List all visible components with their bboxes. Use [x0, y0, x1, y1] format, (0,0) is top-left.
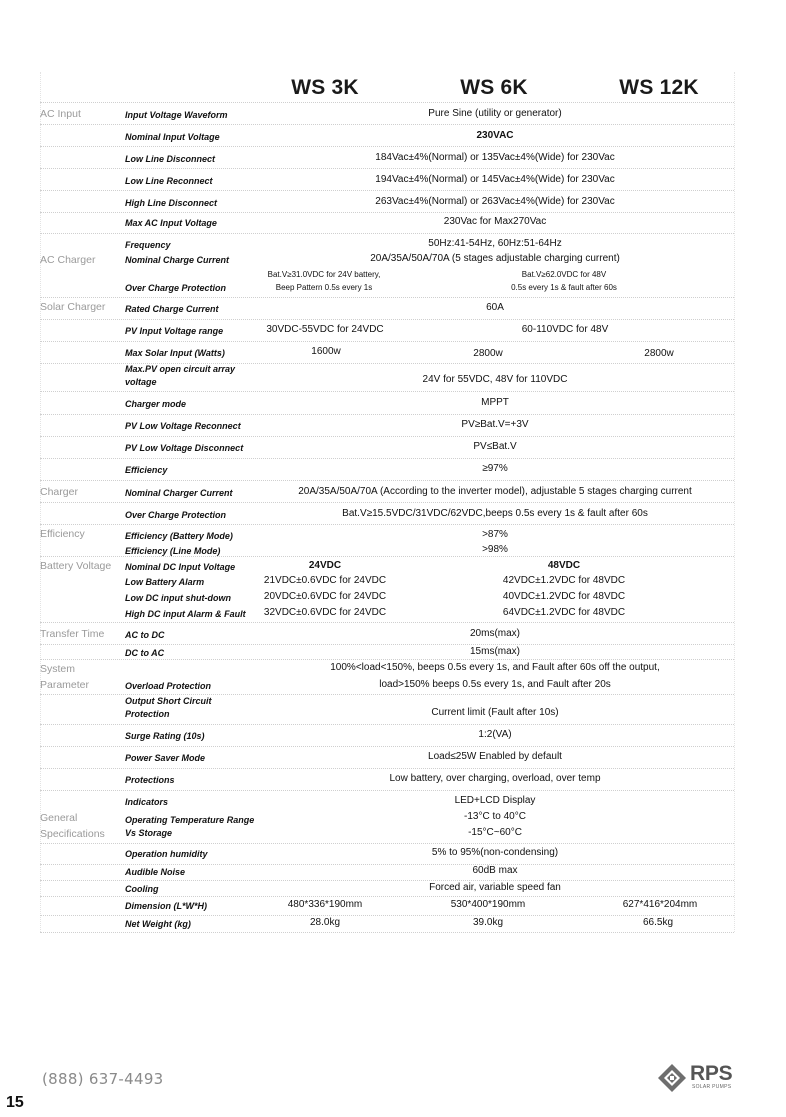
row-divider: [40, 659, 734, 660]
row-label: Dimension (L*W*H): [125, 901, 207, 911]
category-system: System: [40, 663, 76, 675]
spec-value: 230Vac for Max270Vac: [443, 216, 547, 227]
row-divider: [40, 864, 734, 865]
row-label: Output Short Circuit: [125, 696, 212, 706]
spec-value: 32VDC±0.6VDC for 24VDC: [263, 607, 387, 618]
spec-value: 15ms(max): [469, 646, 521, 657]
page-number: 15: [6, 1094, 24, 1111]
row-label: Max.PV open circuit array: [125, 364, 236, 374]
row-label: Operation humidity: [125, 849, 208, 859]
row-divider: [40, 190, 734, 191]
category-transfer-time: Transfer Time: [40, 628, 105, 640]
row-label: Rated Charge Current: [125, 304, 219, 314]
row-label: Low Line Disconnect: [125, 154, 216, 164]
model-header-ws3k: WS 3K: [291, 76, 359, 99]
row-divider: [40, 843, 734, 844]
row-divider: [40, 414, 734, 415]
spec-value: 50Hz:41-54Hz, 60Hz:51-64Hz: [428, 238, 562, 249]
row-divider: [40, 502, 734, 503]
spec-value: 20ms(max): [469, 628, 521, 639]
row-label: DC to AC: [125, 648, 165, 658]
row-divider: [40, 694, 734, 695]
row-divider: [40, 746, 734, 747]
row-label: Nominal Charger Current: [125, 488, 233, 498]
spec-value: 184Vac±4%(Normal) or 135Vac±4%(Wide) for 230Vac: [375, 152, 615, 163]
spec-value: 1600w: [311, 346, 341, 357]
spec-value: 2800w: [473, 348, 503, 359]
row-label: Input Voltage Waveform: [125, 110, 228, 120]
spec-value: Forced air, variable speed fan: [429, 882, 561, 893]
row-divider: [40, 932, 734, 933]
row-label: Vs Storage: [125, 828, 173, 838]
row-divider: [40, 896, 734, 897]
spec-value: 20A/35A/50A/70A (5 stages adjustable charging current): [370, 253, 620, 264]
row-divider: [40, 524, 734, 525]
spec-value: >87%: [482, 529, 508, 540]
row-label: Over Charge Protection: [125, 510, 227, 520]
spec-value: -15°C~60°C: [468, 827, 522, 838]
category-efficiency: Efficiency: [40, 528, 85, 540]
spec-value: LED+LCD Display: [454, 795, 536, 806]
row-divider: [40, 319, 734, 320]
spec-value: 24VDC: [308, 560, 342, 571]
row-label: Power Saver Mode: [125, 753, 206, 763]
spec-value: 5% to 95%(non-condensing): [431, 847, 559, 858]
logo-tagline: SOLAR PUMPS: [692, 1084, 732, 1090]
row-label: AC to DC: [125, 630, 165, 640]
row-label: voltage: [125, 377, 157, 387]
logo-wordmark: RPS: [690, 1062, 733, 1085]
row-divider: [40, 480, 734, 481]
row-label: High DC input Alarm & Fault: [125, 609, 246, 619]
model-header-ws6k: WS 6K: [460, 76, 528, 99]
row-label: Low Line Reconnect: [125, 176, 213, 186]
category-specifications: Specifications: [40, 828, 105, 840]
row-divider: [40, 644, 734, 645]
spec-value: >98%: [482, 544, 508, 555]
row-label: PV Low Voltage Reconnect: [125, 421, 241, 431]
row-label: Frequency: [125, 240, 171, 250]
spec-value: PV≥Bat.V=+3V: [461, 419, 529, 430]
spec-value: 20VDC±0.6VDC for 24VDC: [263, 591, 387, 602]
spec-value: MPPT: [481, 397, 509, 408]
row-divider: [40, 622, 734, 623]
spec-value: ≥97%: [482, 463, 508, 474]
row-divider: [40, 768, 734, 769]
row-label: Cooling: [125, 884, 159, 894]
row-divider: [40, 458, 734, 459]
row-label: Nominal Charge Current: [125, 255, 230, 265]
spec-value: Bat.V≥31.0VDC for 24V battery,: [267, 270, 381, 279]
row-divider: [40, 168, 734, 169]
row-divider: [40, 880, 734, 881]
spec-value: load>150% beeps 0.5s every 1s, and Fault after 20s: [379, 679, 611, 690]
row-label: Charger mode: [125, 399, 187, 409]
row-divider: [40, 790, 734, 791]
spec-value: 2800w: [644, 348, 674, 359]
spec-value: 1:2(VA): [478, 729, 512, 740]
row-label: Efficiency: [125, 465, 168, 475]
spec-value: 24V for 55VDC, 48V for 110VDC: [422, 374, 568, 385]
row-label: Nominal DC Input Voltage: [125, 562, 236, 572]
spec-value: Bat.V≥15.5VDC/31VDC/62VDC,beeps 0.5s every 1s & fault after 60s: [342, 508, 648, 519]
spec-value: Load≤25W Enabled by default: [428, 751, 562, 762]
spec-value: 66.5kg: [642, 917, 674, 928]
row-divider: [40, 341, 734, 342]
row-label: Net Weight (kg): [125, 919, 191, 929]
row-label: Efficiency (Line Mode): [125, 546, 221, 556]
spec-value: Current limit (Fault after 10s): [431, 707, 559, 718]
phone-number: (888) 637-4493: [42, 1070, 164, 1088]
row-label: PV Low Voltage Disconnect: [125, 443, 244, 453]
category-battery-voltage: Battery Voltage: [40, 560, 112, 572]
category-solar-charger: Solar Charger: [40, 301, 106, 313]
spec-value: 230VAC: [476, 130, 514, 141]
row-label: Efficiency (Battery Mode): [125, 531, 233, 541]
row-divider: [40, 102, 734, 103]
row-label: Surge Rating (10s): [125, 731, 205, 741]
row-divider: [40, 391, 734, 392]
row-label: Operating Temperature Range: [125, 815, 255, 825]
row-label: Protections: [125, 775, 175, 785]
rps-logo-icon: [656, 1062, 688, 1094]
spec-value: 42VDC±1.2VDC for 48VDC: [502, 575, 626, 586]
spec-value: 60A: [486, 302, 504, 313]
row-label: Over Charge Protection: [125, 283, 227, 293]
row-label: High Line Disconnect: [125, 198, 218, 208]
category-ac-input: AC Input: [40, 108, 81, 120]
row-label: Low DC input shut-down: [125, 593, 231, 603]
row-label: Overload Protection: [125, 681, 212, 691]
table-border-right: [734, 72, 735, 932]
spec-value: 263Vac±4%(Normal) or 263Vac±4%(Wide) for 230Vac: [375, 196, 615, 207]
row-label: Low Battery Alarm: [125, 577, 205, 587]
spec-value: 39.0kg: [472, 917, 504, 928]
row-label: Indicators: [125, 797, 169, 807]
spec-value: 100%<load<150%, beeps 0.5s every 1s, and Fault after 60s off the output,: [330, 662, 660, 673]
row-divider: [40, 212, 734, 213]
row-divider: [40, 724, 734, 725]
spec-value: 48VDC: [547, 560, 581, 571]
row-label: PV Input Voltage range: [125, 326, 224, 336]
spec-value: 30VDC-55VDC for 24VDC: [266, 324, 384, 335]
row-divider: [40, 297, 734, 298]
row-divider: [40, 915, 734, 916]
spec-value: PV≤Bat.V: [473, 441, 517, 452]
spec-value: 64VDC±1.2VDC for 48VDC: [502, 607, 626, 618]
spec-value: 194Vac±4%(Normal) or 145Vac±4%(Wide) for 230Vac: [375, 174, 615, 185]
row-label: Nominal Input Voltage: [125, 132, 220, 142]
spec-value: 530*400*190mm: [450, 899, 526, 910]
row-divider: [40, 146, 734, 147]
row-divider: [40, 233, 734, 234]
spec-value: -13°C to 40°C: [464, 811, 526, 822]
row-divider: [40, 436, 734, 437]
spec-value: Bat.V≥62.0VDC for 48V: [521, 270, 607, 279]
category-ac-charger: AC Charger: [40, 254, 96, 266]
spec-value: 627*416*204mm: [622, 899, 698, 910]
category-charger: Charger: [40, 486, 78, 498]
row-label: Audible Noise: [125, 867, 186, 877]
spec-value: 60-110VDC for 48V: [521, 324, 609, 335]
spec-value: 0.5s every 1s & fault after 60s: [511, 283, 617, 292]
category-parameter: Parameter: [40, 679, 90, 691]
spec-value: 28.0kg: [309, 917, 341, 928]
row-label: Protection: [125, 709, 170, 719]
spec-value: 20A/35A/50A/70A (According to the inverter model), adjustable 5 stages charging current: [298, 486, 692, 497]
spec-value: 480*336*190mm: [287, 899, 363, 910]
row-label: Max Solar Input (Watts): [125, 348, 225, 358]
spec-value: Low battery, over charging, overload, over temp: [389, 773, 601, 784]
spec-value: Pure Sine (utility or generator): [428, 108, 562, 119]
spec-value: Beep Pattern 0.5s every 1s: [275, 283, 373, 292]
spec-value: 21VDC±0.6VDC for 24VDC: [263, 575, 387, 586]
category-general: General: [40, 812, 78, 824]
row-divider: [40, 124, 734, 125]
spec-value: 40VDC±1.2VDC for 48VDC: [502, 591, 626, 602]
spec-value: 60dB max: [472, 865, 518, 876]
model-header-ws12k: WS 12K: [619, 76, 699, 99]
row-label: Max AC Input Voltage: [125, 218, 217, 228]
